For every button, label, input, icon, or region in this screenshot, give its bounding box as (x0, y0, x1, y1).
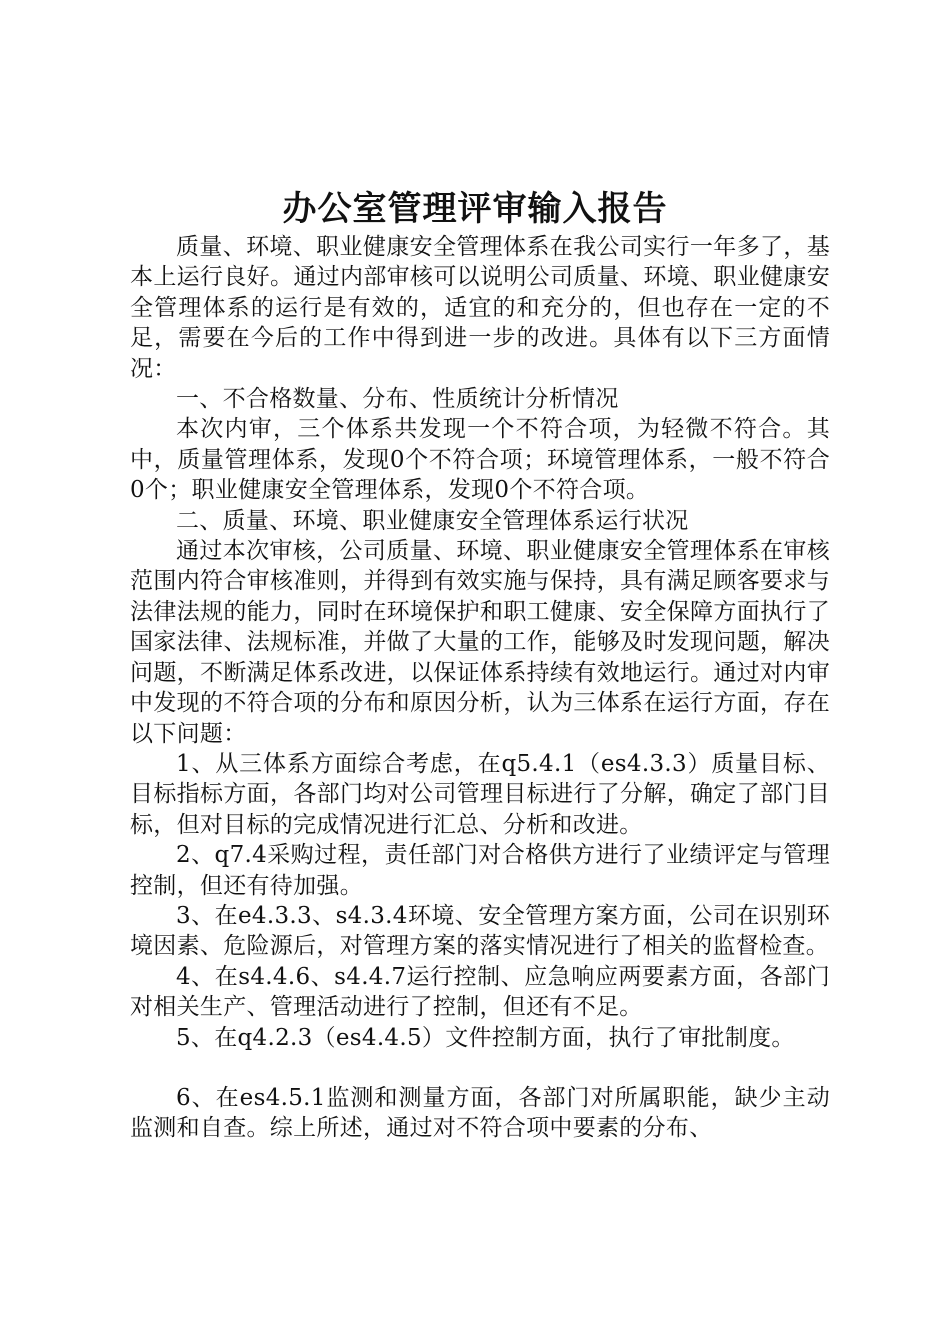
document-body (130, 232, 830, 1144)
document-title: 办公室管理评审输入报告 (282, 189, 668, 229)
list-item-1: 1、从三体系方面综合考虑，在q5.4.1（es4.3.3）质量目标、目标指标方面，各部门均对公司管理目标进行了分解，确定了部门目标，但对目标的完成情况进行汇总、分析和改进。 (130, 750, 830, 838)
list-item-6: 6、在es4.5.1监测和测量方面，各部门对所属职能，缺少主动监测和自查。综上所述，通过对不符合项中要素的分布、 (130, 1084, 830, 1142)
list-item-5: 5、在q4.2.3（es4.4.5）文件控制方面，执行了审批制度。 (176, 1024, 795, 1051)
paragraph-system-status: 通过本次审核，公司质量、环境、职业健康安全管理体系在审核范围内符合审核准则，并得到有效实施与保持，具有满足顾客要求与法律法规的能力，同时在环境保护和职工健康、安全保障方面执行了国家法律、法规标准，并做了大量的工作，能够及时发现问题，解决问题，不断满足体系改进，以保证体系持续有效地运行。通过对内审中发现的不符合项的分布和原因分析，认为三体系在运行方面，存在以下问题： (130, 538, 830, 747)
section-heading-2: 二、质量、环境、职业健康安全管理体系运行状况 (176, 507, 689, 534)
list-item-3: 3、在e4.3.3、s4.3.4环境、安全管理方案方面，公司在识别环境因素、危险源后，对管理方案的落实情况进行了相关的监督检查。 (130, 902, 830, 960)
paragraph-nonconformity-stats: 本次内审，三个体系共发现一个不符合项，为轻微不符合。其中，质量管理体系，发现0个不符合项；环境管理体系，一般不符合0个；职业健康安全管理体系，发现0个不符合项。 (130, 416, 830, 504)
list-item-4: 4、在s4.4.6、s4.4.7运行控制、应急响应两要素方面，各部门对相关生产、管理活动进行了控制，但还有不足。 (130, 963, 830, 1021)
section-heading-1: 一、不合格数量、分布、性质统计分析情况 (176, 386, 619, 413)
paragraph-intro: 质量、环境、职业健康安全管理体系在我公司实行一年多了，基本上运行良好。通过内部审核可以说明公司质量、环境、职业健康安全管理体系的运行是有效的，适宜的和充分的，但也存在一定的不足，需要在今后的工作中得到进一步的改进。具体有以下三方面情况： (130, 234, 830, 382)
list-item-2: 2、q7.4采购过程，责任部门对合格供方进行了业绩评定与管理控制，但还有待加强。 (130, 842, 830, 899)
